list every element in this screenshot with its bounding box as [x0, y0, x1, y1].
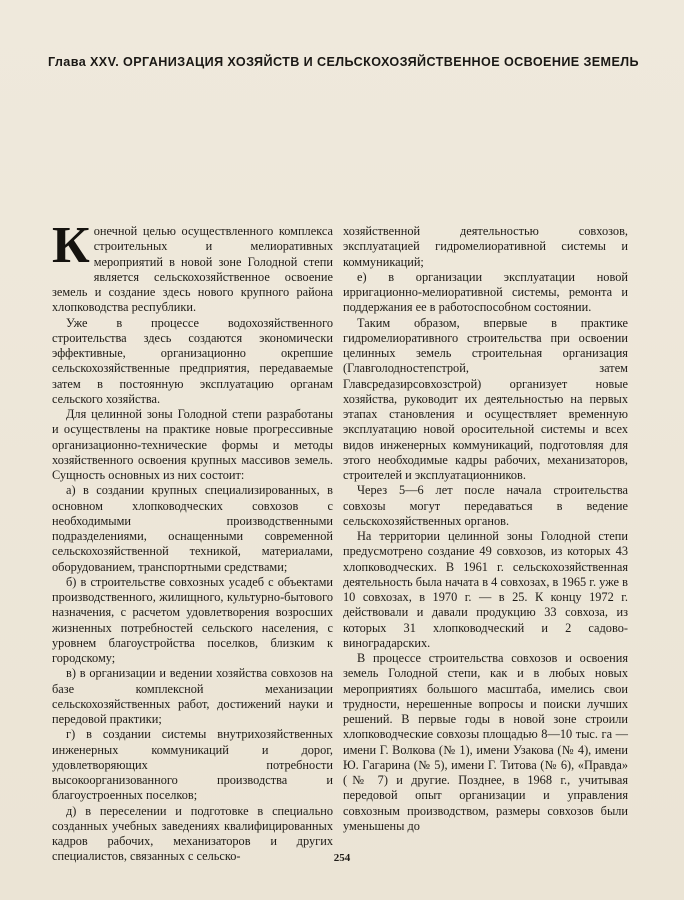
chapter-title: ОРГАНИЗАЦИЯ ХОЗЯЙСТВ И СЕЛЬСКОХОЗЯЙСТВЕННОЕ ОСВОЕНИЕ ЗЕМЕЛЬ — [123, 55, 639, 69]
page-number: 254 — [333, 852, 351, 864]
paragraph: Через 5—6 лет после начала строительства совхозы могут передаваться в ведение сельскохозяйственных органов. — [343, 483, 628, 528]
list-item-a: а) в создании крупных специализированных, в основном хлопководческих совхозов с необходимыми производственными подразделениями, оснащенными современной сельскохозяйственной техникой, материалами, оборудованием, транспортными средствами; — [52, 483, 333, 574]
list-item-d: д) в переселении и подготовке в специально созданных учебных заведениях квалифицированных кадров рабочих, механизаторов и других специалистов, связанных с сельско- — [52, 803, 333, 864]
list-item-v: в) в организации и ведении хозяйства совхозов на базе комплексной механизации сельскохозяйственных работ, достижений науки и передовой практики; — [52, 666, 333, 726]
paragraph: Уже в процессе водохозяйственного строительства здесь создаются экономически эффективные, организационно окрепшие сельскохозяйственные предприятия, передаваемые затем в постоянную эксплуатацию органам сельского хозяйства. — [52, 315, 333, 406]
drop-cap: К — [52, 217, 90, 274]
paragraph: Таким образом, впервые в практике гидромелиоративного строительства при освоении целинных земель строительная организация (Главголодностепстрой, затем Главсредазирсовхозстрой) организует новые хозяйства, руководит их деятельностью на первых этапах становления и осуществляет временную эксплуатацию новой оросительной системы и всех видов инженерных коммуникаций, подготовляя для этого необходимые кадры рабочих, механизаторов, строителей и эксплуатационников. — [343, 315, 628, 482]
chapter-heading — [48, 55, 648, 69]
paragraph: В процессе строительства совхозов и освоения земель Голодной степи, как и в любых новых мероприятиях большого масштаба, имелись свои трудности, нерешенные вопросы и поиски лучших решений. В первые годы в новой зоне строили хлопководческие совхозы площадью 8—10 тыс. га — имени Г. Волкова (№ 1), имени Узакова (№ 4), имени Ю. Гагарина (№ 5), имени Г. Титова (№ 6), «Правда» (№ 7) и другие. Позднее, в 1968 г., учитывая передовой опыт организации и управления совхозным производством, размеры совхозов были уменьшены до — [343, 651, 628, 833]
list-item-b: б) в строительстве совхозных усадеб с объектами производственного, жилищного, культурно-бытового назначения, с расчетом удовлетворения возросших жизненных потребностей сельского населения, с уровнем благоустройства поселков, близким к городскому; — [52, 574, 333, 665]
paragraph-intro-text: онечной целью осуществленного комплекса строительных и мелиоративных мероприятий в новой зоне Голодной степи является сельскохозяйственное освоение земель и создание здесь нового крупного района хлопководства республики. — [52, 224, 333, 315]
paragraph-continued: хозяйственной деятельностью совхозов, эксплуатацией гидромелиоративной системы и коммуникаций; — [343, 224, 628, 269]
paragraph-intro — [52, 217, 333, 316]
paragraph: Для целинной зоны Голодной степи разработаны и осуществлены на практике новые прогрессивные организационно-технические формы и методы хозяйственного освоения крупных массивов земель. Сущность основных из них состоит: — [52, 407, 333, 482]
list-item-g: г) в создании системы внутрихозяйственных инженерных коммуникаций и дорог, удовлетворяющих потребности высокоорганизованного производства и благоустроенных поселков; — [52, 727, 333, 803]
chapter-number: Глава XXV. — [48, 55, 120, 69]
list-item-e: е) в организации эксплуатации новой ирригационно-мелиоративной системы, ремонта и поддержания ее в работоспособном состоянии. — [343, 269, 628, 315]
paragraph: На территории целинной зоны Голодной степи предусмотрено создание 49 совхозов, из которых 43 хлопководческих. В 1961 г. сельскохозяйственная деятельность была начата в 4 совхозах, в 1965 г. уже в 10 совхозах, в 1970 г. — в 25. К концу 1972 г. действовали и давали продукцию 33 совхоза, из которых 31 хлопководческий и 2 садово-виноградарских. — [343, 529, 628, 650]
right-column — [343, 224, 628, 834]
left-column — [52, 217, 333, 865]
